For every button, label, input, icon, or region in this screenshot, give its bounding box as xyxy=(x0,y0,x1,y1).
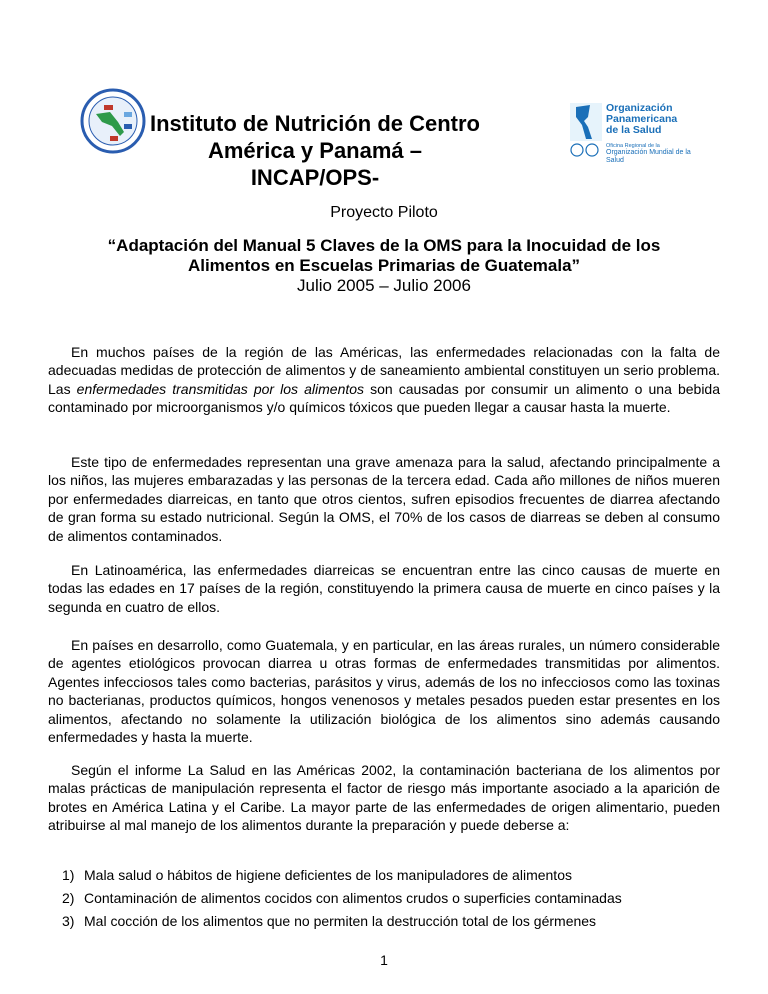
list-number: 3) xyxy=(62,913,75,929)
title-line-2: América y Panamá –INCAP/OPS- xyxy=(207,138,423,190)
paragraph-2 xyxy=(48,453,720,545)
list-number: 2) xyxy=(62,890,75,906)
document-title xyxy=(48,236,720,296)
paho-sub-1: Oficina Regional de la xyxy=(606,143,660,149)
paho-logo xyxy=(568,102,708,164)
paho-name-line-3: de la Salud xyxy=(606,124,662,136)
list-text: Mala salud o hábitos de higiene deficientes de los manipuladores de alimentos xyxy=(84,867,572,883)
p1-emphasis: enfermedades transmitidas por los alimentos xyxy=(76,380,365,397)
p1-text-a: En muchos países de la región de las Américas, las enfermedades relacionadas con la falta de adecuadas medidas de protección de alimentos y de saneamiento ambiental constituyen un serio problema. Las xyxy=(48,344,720,397)
page-number: 1 xyxy=(380,952,388,968)
doc-title-line-1: “Adaptación del Manual 5 Claves de la OMS para la Inocuidad de los xyxy=(107,236,661,255)
paragraph-4 xyxy=(48,636,720,746)
project-dates: Julio 2005 – Julio 2006 xyxy=(297,276,471,295)
list-item xyxy=(62,887,722,910)
project-label: Proyecto Piloto xyxy=(330,204,438,221)
doc-title-line-2: Alimentos en Escuelas Primarias de Guatemala” xyxy=(187,256,581,275)
incap-logo xyxy=(80,88,146,154)
paragraph-5 xyxy=(48,761,720,835)
paho-sub-2: Organización Mundial de la Salud xyxy=(606,149,691,164)
p4-text: En países en desarrollo, como Guatemala, y en particular, en las áreas rurales, un número considerable de agentes etiológicos provocan diarrea u otras formas de enfermedades transmitidas por alimentos. Agentes infecciosos tales como bacterias, parásitos y virus, además de los no infecciosos como las toxinas no bacterianas, productos químicos, hongos venenosos y metales pesados pueden estar presentes en los alimentos, afectando no solamente la utilización biológica de los alimentos sino además causando enfermedades y hasta la muerte. xyxy=(48,637,720,746)
list-item xyxy=(62,910,722,933)
paho-name-line-2: Panamericana xyxy=(606,113,678,125)
p3-text: En Latinoamérica, las enfermedades diarreicas se encuentran entre las cinco causas de muerte en todas las edades en 17 países de la región, constituyendo la primera causa de muerte en cinco países y la segunda en cuatro de ellos. xyxy=(48,562,720,615)
paho-name-line-1: Organización xyxy=(606,102,673,114)
paragraph-1 xyxy=(48,343,720,417)
p5-text: Según el informe La Salud en las Américas 2002, la contaminación bacteriana de los alimentos por malas prácticas de manipulación representa el factor de riesgo más importante asociado a la aparición de brotes en América Latina y el Caribe. La mayor parte de las enfermedades de origen alimentario, pueden atribuirse al mal manejo de los alimentos durante la preparación y puede deberse a: xyxy=(48,762,720,834)
paragraph-3 xyxy=(48,561,720,616)
list-text: Contaminación de alimentos cocidos con alimentos crudos o superficies contaminadas xyxy=(84,890,622,906)
causes-list xyxy=(62,864,722,933)
list-text: Mal cocción de los alimentos que no permiten la destrucción total de los gérmenes xyxy=(84,913,597,929)
list-item xyxy=(62,864,722,887)
title-line-1: Instituto de Nutrición de Centro xyxy=(150,111,480,136)
list-number: 1) xyxy=(62,867,75,883)
institute-title xyxy=(150,110,480,191)
p1-text-b: son causadas por consumir un alimento o una bebida contaminado por microorganismos y/o químicos tóxicos que pueden llegar a causar hasta la muerte. xyxy=(48,380,721,416)
p2-text: Este tipo de enfermedades representan una grave amenaza para la salud, afectando principalmente a los niños, las mujeres embarazadas y las personas de la tercera edad. Cada año millones de niños mueren por enfermedades diarreicas, en tanto que otros cientos, sufren episodios frecuentes de diarrea afectando de gran forma su estado nutricional. Según la OMS, el 70% de los casos de diarreas se deben al consumo de alimentos contaminados. xyxy=(48,454,720,544)
